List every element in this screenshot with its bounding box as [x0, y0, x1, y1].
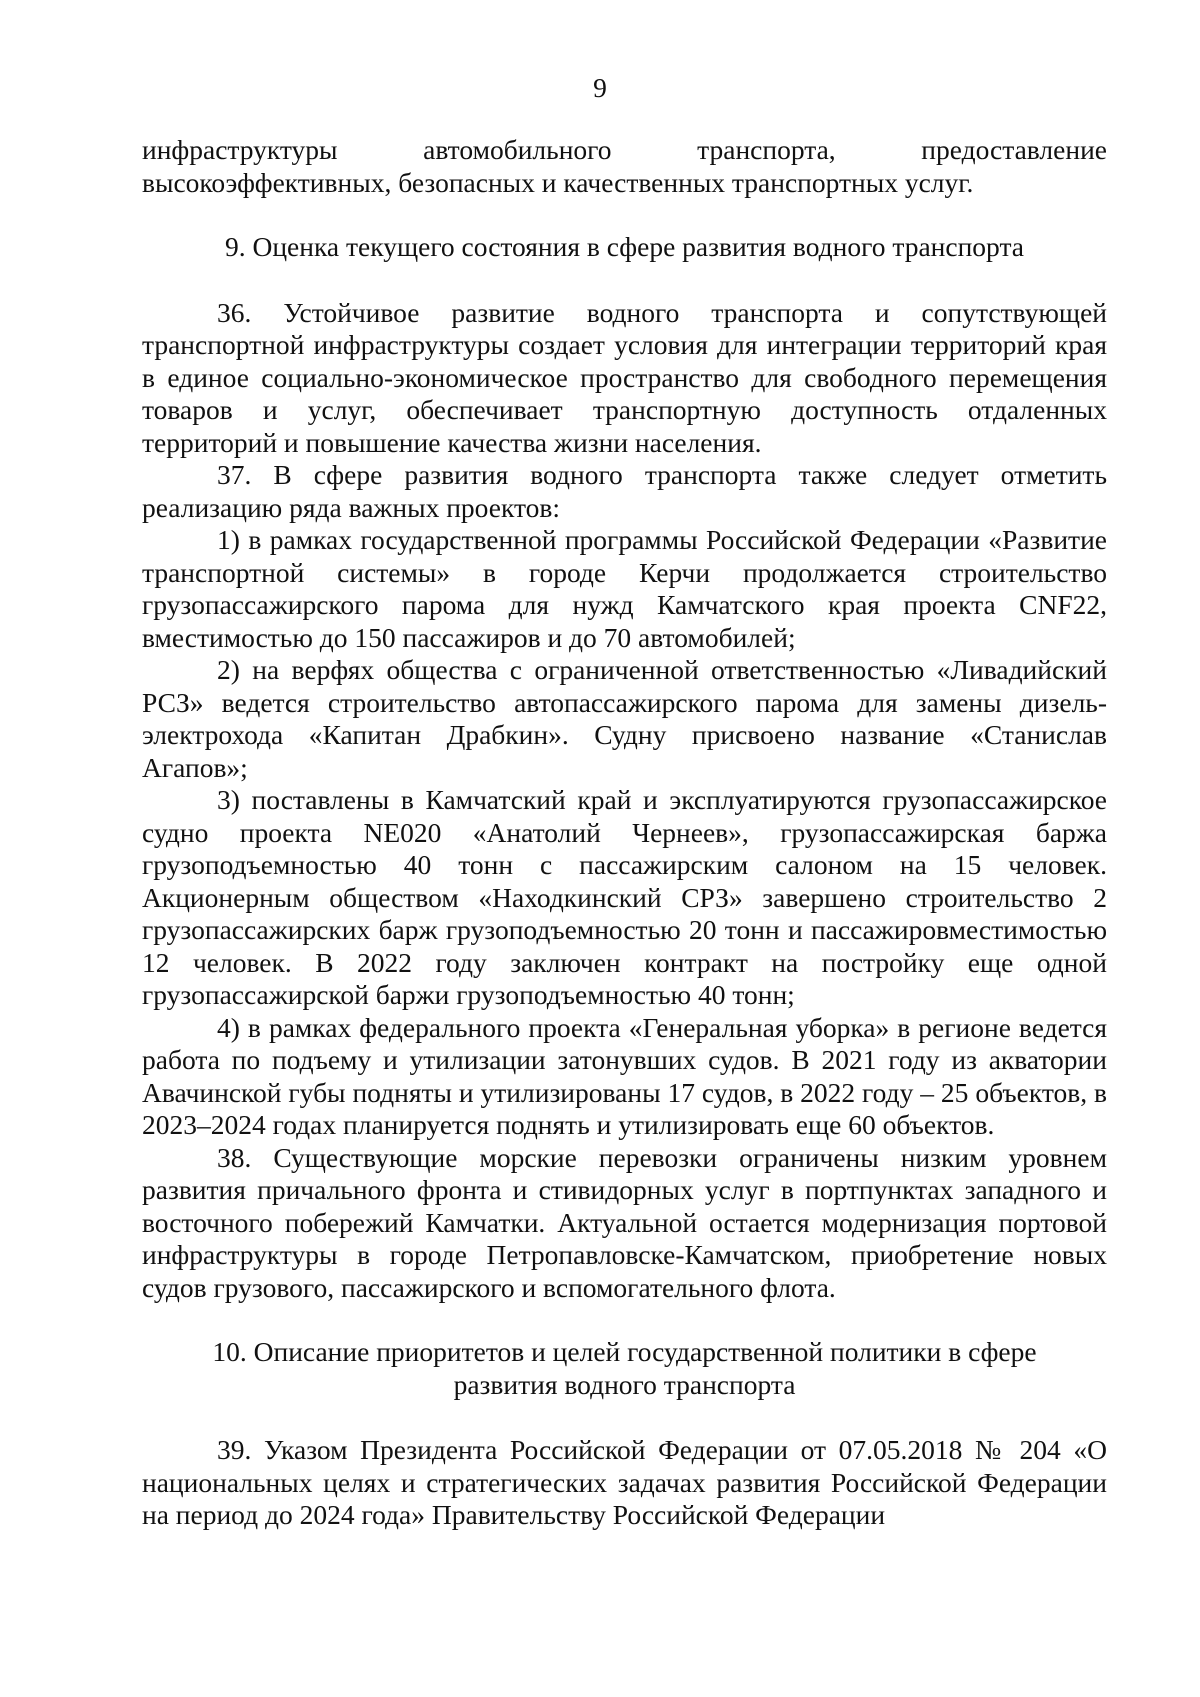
paragraph-37: 37. В сфере развития водного транспорта также следует отметить реализацию ряда важных проектов: — [142, 459, 1107, 523]
section-10-heading-line-1: 10. Описание приоритетов и целей государственной политики в сфере — [212, 1336, 1037, 1367]
document-body — [142, 134, 1107, 1532]
paragraph-39: 39. Указом Президента Российской Федерации от 07.05.2018 № 204 «О национальных целях и стратегических задачах развития Российской Федерации на период до 2024 года» Правительству Российской Федерации — [142, 1434, 1107, 1530]
section-10-heading-line-2: развития водного транспорта — [453, 1368, 796, 1400]
list-item-3: 3) поставлены в Камчатский край и эксплуатируются грузопассажирское судно проекта NE020 «Анатолий Чернеев», грузопассажирская баржа грузоподъемностью 40 тонн с пассажирским салоном на 15 человек. Акционерным обществом «Находкинский СРЗ» завершено строительство 2 грузопассажирских барж грузоподъемностью 20 тонн и пассажировместимостью 12 человек. В 2022 году заключен контракт на постройку еще одной грузопассажирской баржи грузоподъемностью 40 тонн; — [142, 784, 1107, 1010]
paragraph-continuation: инфраструктуры автомобильного транспорта, предоставление высокоэффективных, безопасных и качественных транспортных услуг. — [142, 134, 1107, 198]
section-10-heading — [142, 1336, 1107, 1401]
section-9-heading: 9. Оценка текущего состояния в сфере развития водного транспорта — [224, 231, 1025, 262]
paragraph-38: 38. Существующие морские перевозки ограничены низким уровнем развития причального фронта и стивидорных услуг в портпунктах западного и восточного побережий Камчатки. Актуальной остается модернизация портовой инфраструктуры в городе Петропавловске-Камчатском, приобретение новых судов грузового, пассажирского и вспомогательного флота. — [142, 1141, 1107, 1303]
page-number: 9 — [593, 72, 607, 103]
list-item-1: 1) в рамках государственной программы Российской Федерации «Развитие транспортной системы» в городе Керчи продолжается строительство грузопассажирского парома для нужд Камчатского края проекта CNF22, вместимостью до 150 пассажиров и до 70 автомобилей; — [142, 524, 1107, 653]
list-item-4: 4) в рамках федерального проекта «Генеральная уборка» в регионе ведется работа по подъему и утилизации затонувших судов. В 2021 году из акватории Авачинской губы подняты и утилизированы 17 судов, в 2022 году – 25 объектов, в 2023–2024 годах планируется поднять и утилизировать еще 60 объектов. — [142, 1011, 1107, 1140]
list-item-2: 2) на верфях общества с ограниченной ответственностью «Ливадийский РСЗ» ведется строительство автопассажирского парома для замены дизель-электрохода «Капитан Драбкин». Судну присвоено название «Станислав Агапов»; — [142, 654, 1107, 783]
paragraph-36: 36. Устойчивое развитие водного транспорта и сопутствующей транспортной инфраструктуры создает условия для интеграции территорий края в единое социально-экономическое пространство для свободного перемещения товаров и услуг, обеспечивает транспортную доступность отдаленных территорий и повышение качества жизни населения. — [142, 296, 1107, 458]
